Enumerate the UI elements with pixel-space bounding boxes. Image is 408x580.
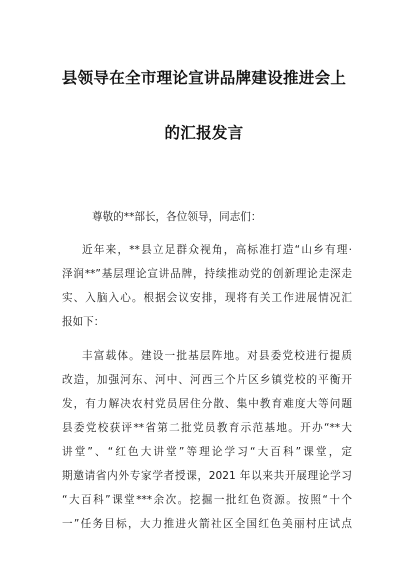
document-title-line-2: 的汇报发言 bbox=[164, 124, 244, 142]
paragraph-1-line-3: 实、入脑入心。根据会议安排，现将有关工作进展情况汇 bbox=[62, 292, 352, 304]
paragraph-1-line-4: 报如下： bbox=[62, 316, 105, 328]
document-title-line-1: 县领导在全市理论宣讲品牌建设推进会上 bbox=[61, 69, 347, 87]
paragraph-2-line-7: “大百科”课堂***余次。挖掘一批红色资源。按照“十个 bbox=[62, 494, 352, 506]
paragraph-1-line-2: 泽润**”基层理论宣讲品牌，持续推动党的创新理论走深走 bbox=[62, 268, 352, 280]
paragraph-2-line-4: 县委党校获评**省第二批党员教育示范基地。开办“**大 bbox=[62, 422, 352, 434]
paragraph-2-line-2: 改造，加强河东、河中、河西三个片区乡镇党校的平衡开 bbox=[62, 374, 352, 386]
paragraph-2-line-8: 一”任务目标，大力推进火箭社区全国红色美丽村庄试点 bbox=[62, 518, 352, 530]
paragraph-2-line-6: 期邀请省内外专家学者授课，2021 年以来共开展理论学习 bbox=[62, 470, 352, 482]
paragraph-2-line-1: 丰富载体。建设一批基层阵地。对县委党校进行提质 bbox=[82, 350, 352, 362]
paragraph-2-line-3: 发，有力解决农村党员居住分散、集中教育难度大等问题 bbox=[62, 398, 352, 410]
paragraph-1-line-1: 近年来，**县立足群众视角，高标准打造“山乡有理· bbox=[82, 244, 352, 256]
paragraph-2-line-5: 讲堂”、“红色大讲堂”等理论学习“大百科”课堂，定 bbox=[62, 446, 352, 458]
salutation: 尊敬的**部长，各位领导，同志们： bbox=[92, 211, 262, 223]
